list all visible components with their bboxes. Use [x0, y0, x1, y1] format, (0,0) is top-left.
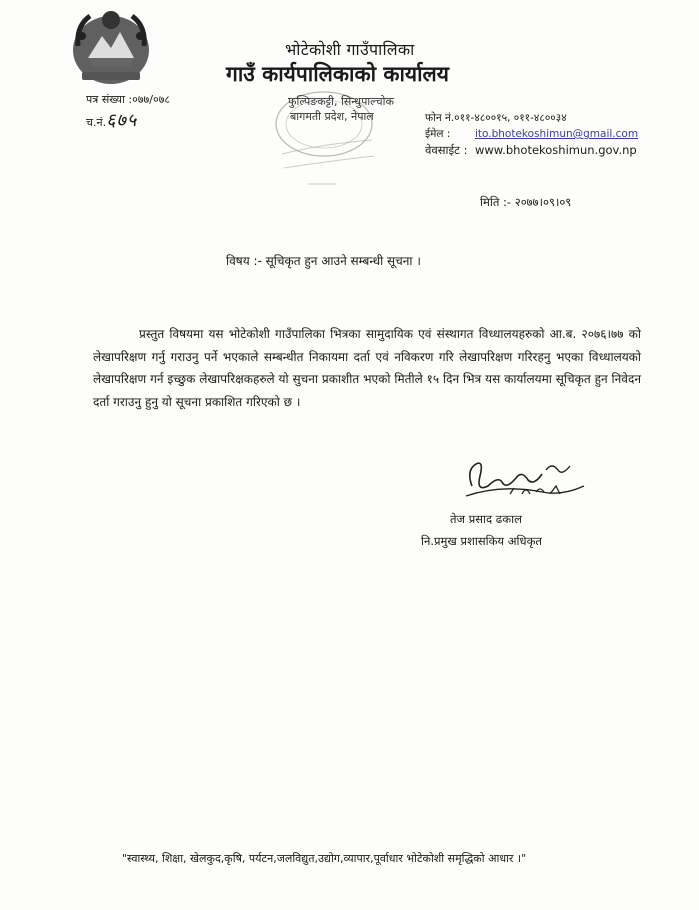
handwritten-signature	[462, 456, 592, 506]
phone-value: ०११-४८००१५, ०११-४८००३४	[454, 112, 567, 124]
website-label: वेवसाईट :	[425, 143, 468, 157]
website-link[interactable]: www.bhotekoshimun.gov.np	[475, 143, 637, 157]
address-line-1: फुल्पिङकट्टी, सिन्धुपाल्चोक	[288, 95, 394, 108]
dispatch-value: ६७५	[106, 110, 138, 131]
contact-block	[425, 110, 638, 158]
letter-subject: विषय :- सूचिकृत हुन आउने सम्बन्धी सूचना ।	[226, 254, 421, 268]
signer-name: तेज प्रसाद ढकाल	[450, 512, 522, 526]
office-main-title: गाउँ कार्यपालिकाको कार्यालय	[226, 62, 449, 86]
email-label: ईमेल :	[425, 128, 451, 140]
phone-label: फोन नं.	[425, 112, 455, 124]
email-link[interactable]: ito.bhotekoshimun@gmail.com	[475, 128, 639, 140]
letter-body	[93, 323, 641, 413]
reference-number: पत्र संख्या :०७७/०७८	[86, 93, 171, 106]
footer-slogan: "स्वास्थ्य, शिक्षा, खेलकुद,कृषि, पर्यटन,जलविद्युत,उद्योग,व्यापार,पूर्वाधार भोटेकोशी समृद्धिको आधार ।"	[122, 852, 527, 865]
letter-date: मिति :- २०७७।०९।०९	[480, 195, 572, 209]
body-paragraph: प्रस्तुत विषयमा यस भोटेकोशी गाउँपालिका भित्रका सामुदायिक एवं संस्थागत विध्धालयहरुको आ.ब. २०७६।७७ को लेखापरिक्षण गर्नु गराउनु पर्ने भएकाले सम्बन्धीत निकायमा दर्ता एवं नविकरण गरि लेखापरिक्षण गरिरहनु भएका विध्धालयको लेखापरिक्षण गर्न इच्छुक लेखापरिक्षकहरुले यो सुचना प्रकाशीत भएको मितीले १५ दिन भित्र यस कार्यालयमा सूचिकृत हुन निवेदन दर्ता गराउनु हुनु यो सूचना प्रकाशित गरिएको छ ।	[93, 327, 641, 409]
signer-title: नि.प्रमुख प्रशासकिय अधिकृत	[421, 534, 542, 548]
dispatch-number	[86, 108, 137, 132]
dispatch-label: च.नं.	[86, 116, 107, 129]
office-name: भोटेकोशी गाउँपालिका	[285, 40, 415, 59]
government-emblem-icon	[68, 6, 154, 88]
address-line-2: बागमती प्रदेश, नेपाल	[290, 110, 374, 123]
